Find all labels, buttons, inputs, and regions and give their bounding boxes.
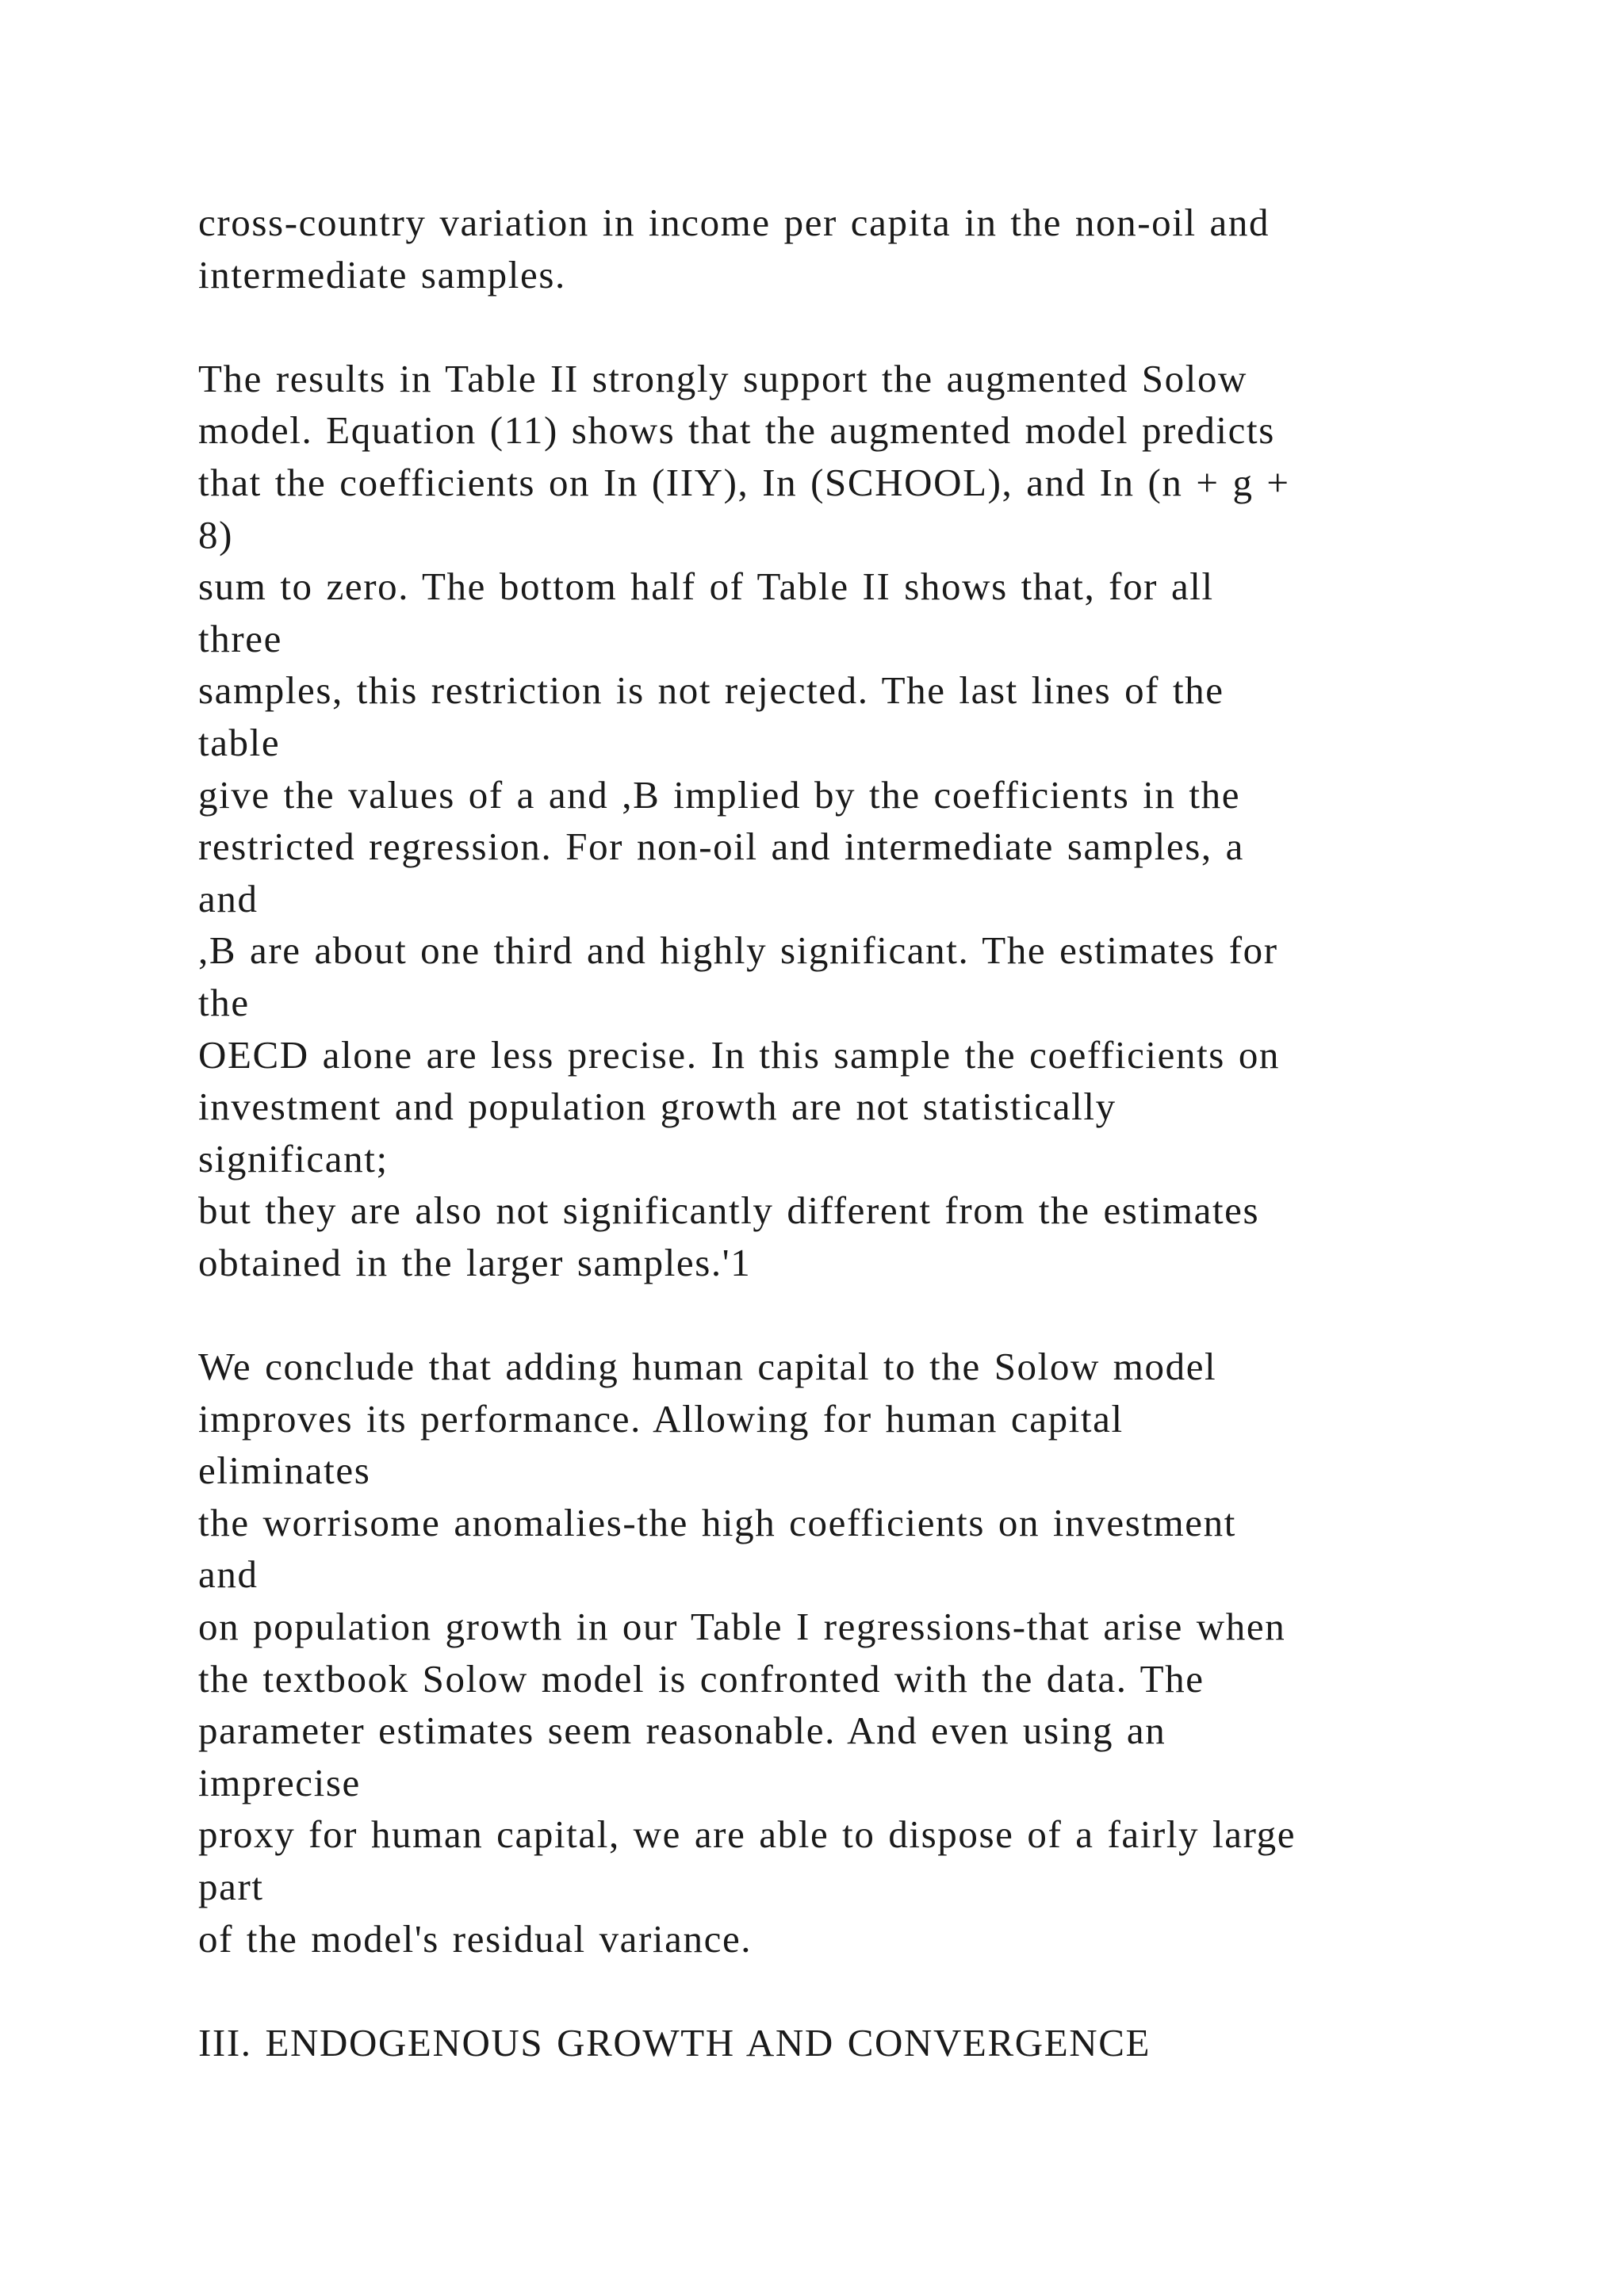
text-line: obtained in the larger samples.'1 bbox=[198, 1240, 752, 1284]
text-line: of the model's residual variance. bbox=[198, 1916, 753, 1961]
text-line: give the values of a and ,B implied by the coefficients in the bbox=[198, 772, 1241, 817]
paragraph-2 bbox=[198, 353, 1594, 1289]
text-line: OECD alone are less precise. In this sample the coefficients on bbox=[198, 1032, 1281, 1077]
text-line: part bbox=[198, 1865, 264, 1908]
text-line: and bbox=[198, 876, 259, 920]
text-line: imprecise bbox=[198, 1760, 361, 1804]
text-line: model. Equation (11) shows that the augmented model predicts bbox=[198, 408, 1275, 453]
text-line: table bbox=[198, 720, 281, 764]
text-line: restricted regression. For non-oil and intermediate samples, a bbox=[198, 825, 1244, 869]
paragraph-1 bbox=[198, 197, 1594, 300]
text-line: significant; bbox=[198, 1136, 389, 1181]
text-line: We conclude that adding human capital to the Solow model bbox=[198, 1345, 1217, 1389]
text-line: sum to zero. The bottom half of Table II shows that, for all bbox=[198, 564, 1214, 609]
text-line: The results in Table II strongly support the augmented Solow bbox=[198, 356, 1248, 400]
text-line: eliminates bbox=[198, 1448, 371, 1493]
text-line: on population growth in our Table I regressions-that arise when bbox=[198, 1605, 1286, 1649]
text-line: that the coefficients on In (IIY), In (SCHOOL), and In (n + g + bbox=[198, 460, 1290, 504]
text-line: improves its performance. Allowing for human capital bbox=[198, 1396, 1124, 1441]
section-heading: III. ENDOGENOUS GROWTH AND CONVERGENCE bbox=[198, 2020, 1151, 2064]
paragraph-spacer bbox=[198, 1288, 1594, 1341]
paragraph-spacer bbox=[198, 1965, 1594, 2017]
text-line: samples, this restriction is not rejected. The last lines of the bbox=[198, 668, 1224, 713]
text-line: but they are also not significantly different from the estimates bbox=[198, 1188, 1260, 1233]
text-line: investment and population growth are not statistically bbox=[198, 1085, 1116, 1129]
text-line: intermediate samples. bbox=[198, 252, 566, 297]
paragraph-3 bbox=[198, 1341, 1594, 1965]
text-line: the worrisome anomalies-the high coefficients on investment bbox=[198, 1500, 1236, 1544]
text-line: and bbox=[198, 1552, 259, 1597]
text-line: cross-country variation in income per capita in the non-oil and bbox=[198, 201, 1270, 244]
text-line: parameter estimates seem reasonable. And even using an bbox=[198, 1709, 1166, 1753]
text-line: three bbox=[198, 616, 282, 660]
text-line: the bbox=[198, 980, 250, 1024]
text-line: ,B are about one third and highly significant. The estimates for bbox=[198, 928, 1278, 973]
text-line: proxy for human capital, we are able to dispose of a fairly large bbox=[198, 1812, 1297, 1857]
document-body bbox=[198, 197, 1594, 2068]
text-line: the textbook Solow model is confronted with the data. The bbox=[198, 1656, 1205, 1701]
paragraph-spacer bbox=[198, 300, 1594, 353]
text-line: 8) bbox=[198, 512, 234, 557]
